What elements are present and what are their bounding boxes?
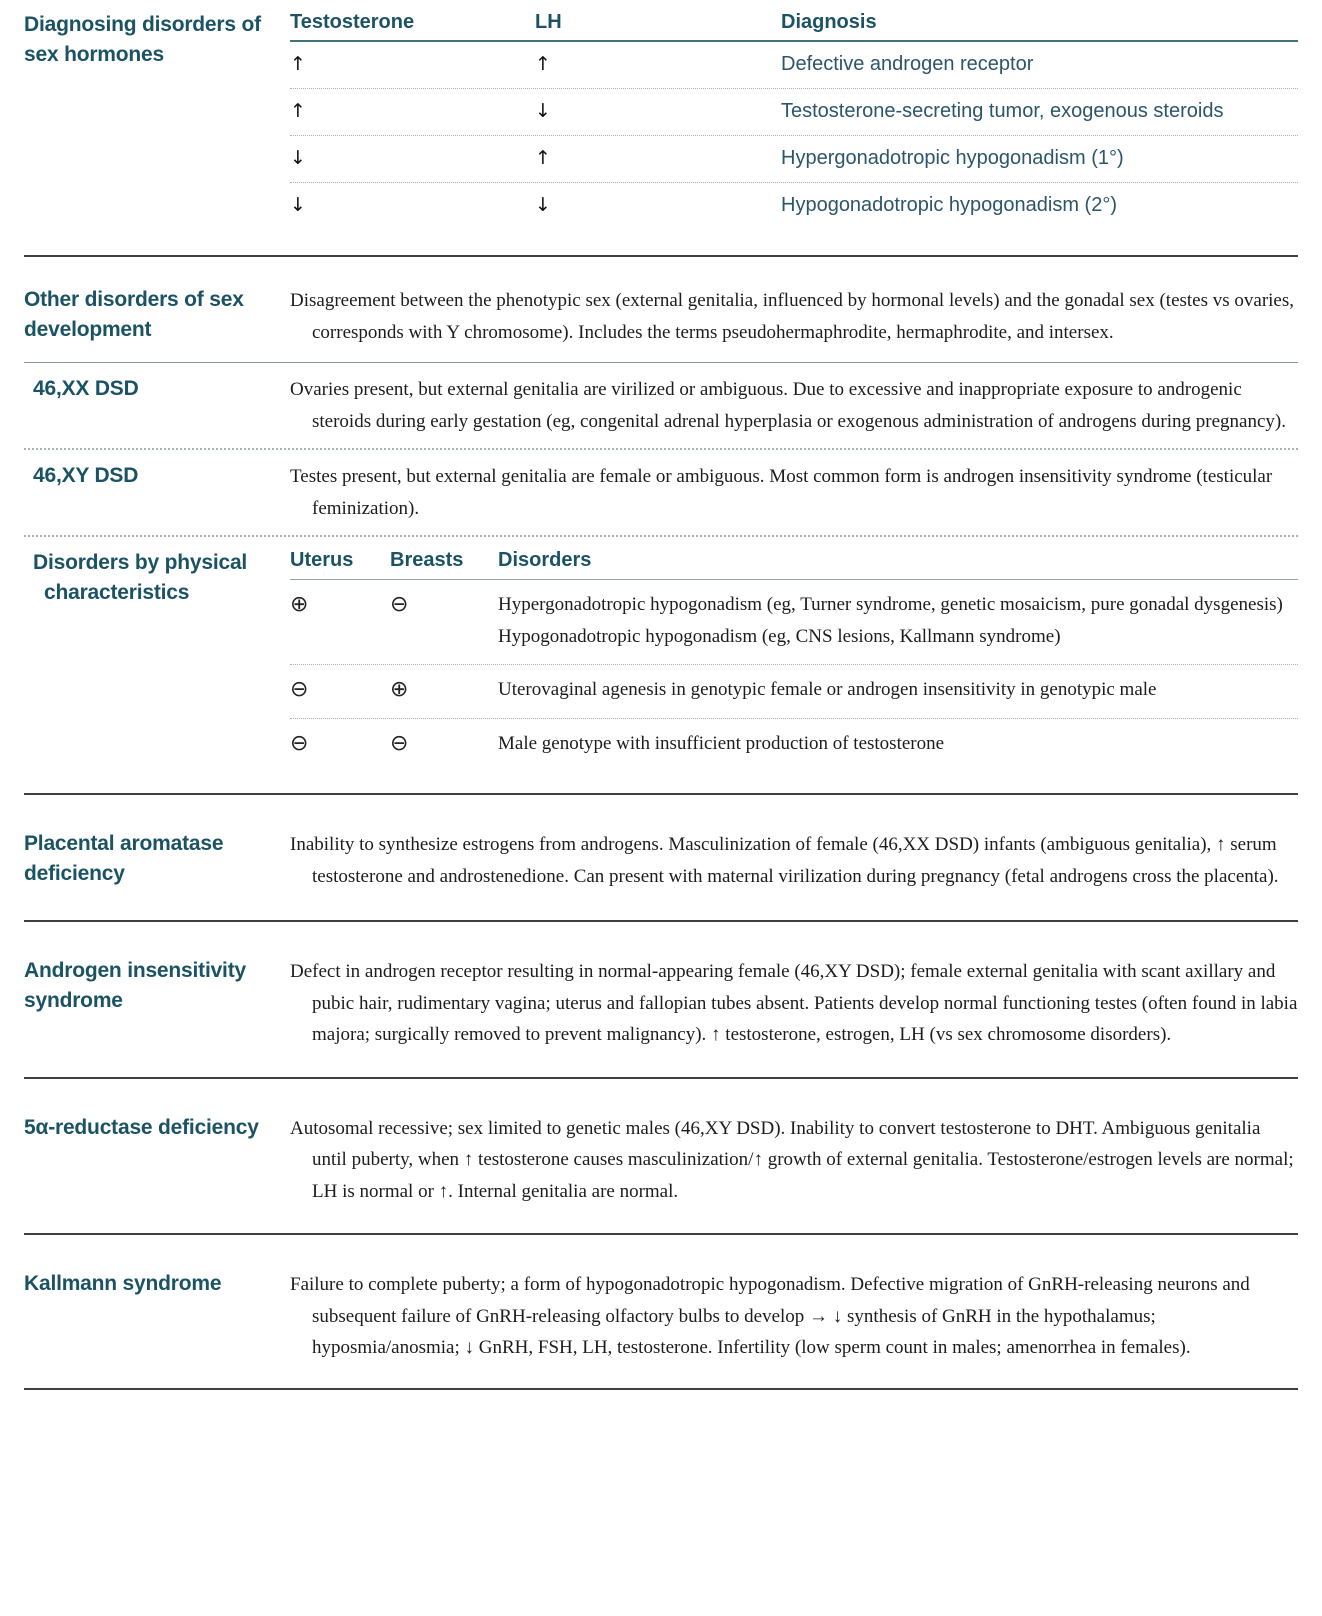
entry-heading: 46,XY DSD xyxy=(33,464,139,487)
disorder-text: Hypogonadotropic hypogonadism (eg, CNS lesions, Kallmann syndrome) xyxy=(498,625,1061,647)
column-header-testosterone: Testosterone xyxy=(290,11,415,33)
physical-characteristics-table xyxy=(290,548,1298,771)
entry-body-text: Ovaries present, but external genitalia are virilized or ambiguous. Due to excessive and inappropriate exposure to androgenic steroids during early gestation (eg, congenital adrenal hyperplasia or exogenous administration of androgens during pregnancy). xyxy=(290,379,1286,432)
entry-body-text: Defect in androgen receptor resulting in normal-appearing female (46,XY DSD); female external genitalia with scant axillary and pubic hair, rudimentary vagina; uterus and fallopian tubes absent. Patients develop normal functioning testes (often found in labia majora; surgically removed to prevent malignancy). ↑ testosterone, estrogen, LH (vs sex chromosome disorders). xyxy=(290,961,1298,1045)
column-header-uterus: Uterus xyxy=(290,549,354,571)
entry-heading: Androgen insensitivity syndrome xyxy=(24,959,246,1012)
minus-circle-icon: ⊖ xyxy=(290,730,309,756)
table-header-row xyxy=(290,10,1298,42)
entry-body-text: Failure to complete puberty; a form of hypogonadotropic hypogonadism. Defective migration of GnRH-releasing neurons and subsequent failure of GnRH-releasing olfactory bulbs to develop → ↓ synthesis of GnRH in the hypothalamus; hyposmia/anosmia; ↓ GnRH, FSH, LH, testosterone. Infertility (low sperm count in males; amenorrhea in females). xyxy=(290,1274,1250,1358)
diagnosis-cell: Hypergonadotropic hypogonadism (1°) xyxy=(781,147,1124,169)
minus-circle-icon: ⊖ xyxy=(390,592,409,617)
entry-heading: Other disorders of sex development xyxy=(24,288,244,341)
up-arrow-icon: ↑ xyxy=(535,147,551,169)
up-arrow-icon: ↑ xyxy=(535,53,551,75)
section-divider xyxy=(24,1388,1298,1390)
entry-heading: 46,XX DSD xyxy=(33,377,139,400)
plus-circle-icon: ⊕ xyxy=(290,592,309,617)
hormone-diagnosis-table xyxy=(290,10,1298,229)
entry-heading: Disorders by physical characteristics xyxy=(33,551,248,604)
table-row xyxy=(290,580,1298,665)
down-arrow-icon: ↓ xyxy=(290,194,306,216)
diagnosis-cell: Defective androgen receptor xyxy=(781,53,1034,75)
plus-circle-icon: ⊕ xyxy=(390,677,409,702)
table-row xyxy=(290,183,1298,229)
column-header-disorders: Disorders xyxy=(498,549,592,571)
entry-diagnosing-disorders xyxy=(24,10,1298,255)
disorder-text: Uterovaginal agenesis in genotypic female or androgen insensitivity in genotypic male xyxy=(498,679,1157,700)
entry-body-text: Inability to synthesize estrogens from androgens. Masculinization of female (46,XX DSD) infants (ambiguous genitalia), ↑ serum testosterone and androstenedione. Can present with maternal virilization during pregnancy (fetal androgens cross the placenta). xyxy=(290,834,1279,887)
table-row xyxy=(290,719,1298,772)
entry-heading: 5α-reductase deficiency xyxy=(24,1115,259,1139)
column-header-breasts: Breasts xyxy=(390,549,464,571)
table-row xyxy=(290,42,1298,89)
disorder-text: Hypergonadotropic hypogonadism (eg, Turner syndrome, genetic mosaicism, pure gonadal dysgenesis) xyxy=(498,594,1283,615)
entry-placental-aromatase xyxy=(24,795,1298,920)
entry-other-disorders xyxy=(24,257,1298,362)
entry-body-text: Testes present, but external genitalia are female or ambiguous. Most common form is androgen insensitivity syndrome (testicular feminization). xyxy=(290,466,1273,519)
entry-body-text: Autosomal recessive; sex limited to genetic males (46,XY DSD). Inability to convert testosterone to DHT. Ambiguous genitalia until puberty, when ↑ testosterone causes masculinization/↑ growth of external genitalia. Testosterone/estrogen levels are normal; LH is normal or ↑. Internal genitalia are normal. xyxy=(290,1117,1294,1202)
entry-physical-characteristics xyxy=(24,537,1298,793)
entry-heading: Placental aromatase deficiency xyxy=(24,832,224,885)
disorder-text: Male genotype with insufficient production of testosterone xyxy=(498,732,945,754)
down-arrow-icon: ↓ xyxy=(535,100,551,122)
table-row xyxy=(290,89,1298,136)
diagnosis-cell: Testosterone-secreting tumor, exogenous steroids xyxy=(781,100,1224,122)
table-row xyxy=(290,136,1298,183)
up-arrow-icon: ↑ xyxy=(290,53,306,75)
entry-46xx-dsd xyxy=(24,363,1298,448)
entry-heading: Diagnosing disorders of sex hormones xyxy=(24,13,261,66)
entry-heading: Kallmann syndrome xyxy=(24,1272,222,1295)
column-header-diagnosis: Diagnosis xyxy=(781,11,877,33)
table-row xyxy=(290,665,1298,719)
minus-circle-icon: ⊖ xyxy=(390,730,409,756)
entry-46xy-dsd xyxy=(24,450,1298,535)
up-arrow-icon: ↑ xyxy=(290,100,306,122)
minus-circle-icon: ⊖ xyxy=(290,677,309,702)
diagnosis-cell: Hypogonadotropic hypogonadism (2°) xyxy=(781,194,1117,216)
entry-androgen-insensitivity xyxy=(24,922,1298,1077)
down-arrow-icon: ↓ xyxy=(290,147,306,169)
down-arrow-icon: ↓ xyxy=(535,194,551,216)
entry-5a-reductase xyxy=(24,1079,1298,1234)
column-header-lh: LH xyxy=(535,11,562,33)
table-header-row xyxy=(290,548,1298,580)
entry-kallmann-syndrome xyxy=(24,1235,1298,1388)
entry-body-text: Disagreement between the phenotypic sex (external genitalia, influenced by hormonal levels) and the gonadal sex (testes vs ovaries, corresponds with Y chromosome). Includes the terms pseudohermaphrodite, hermaphrodite, and intersex. xyxy=(290,290,1295,343)
